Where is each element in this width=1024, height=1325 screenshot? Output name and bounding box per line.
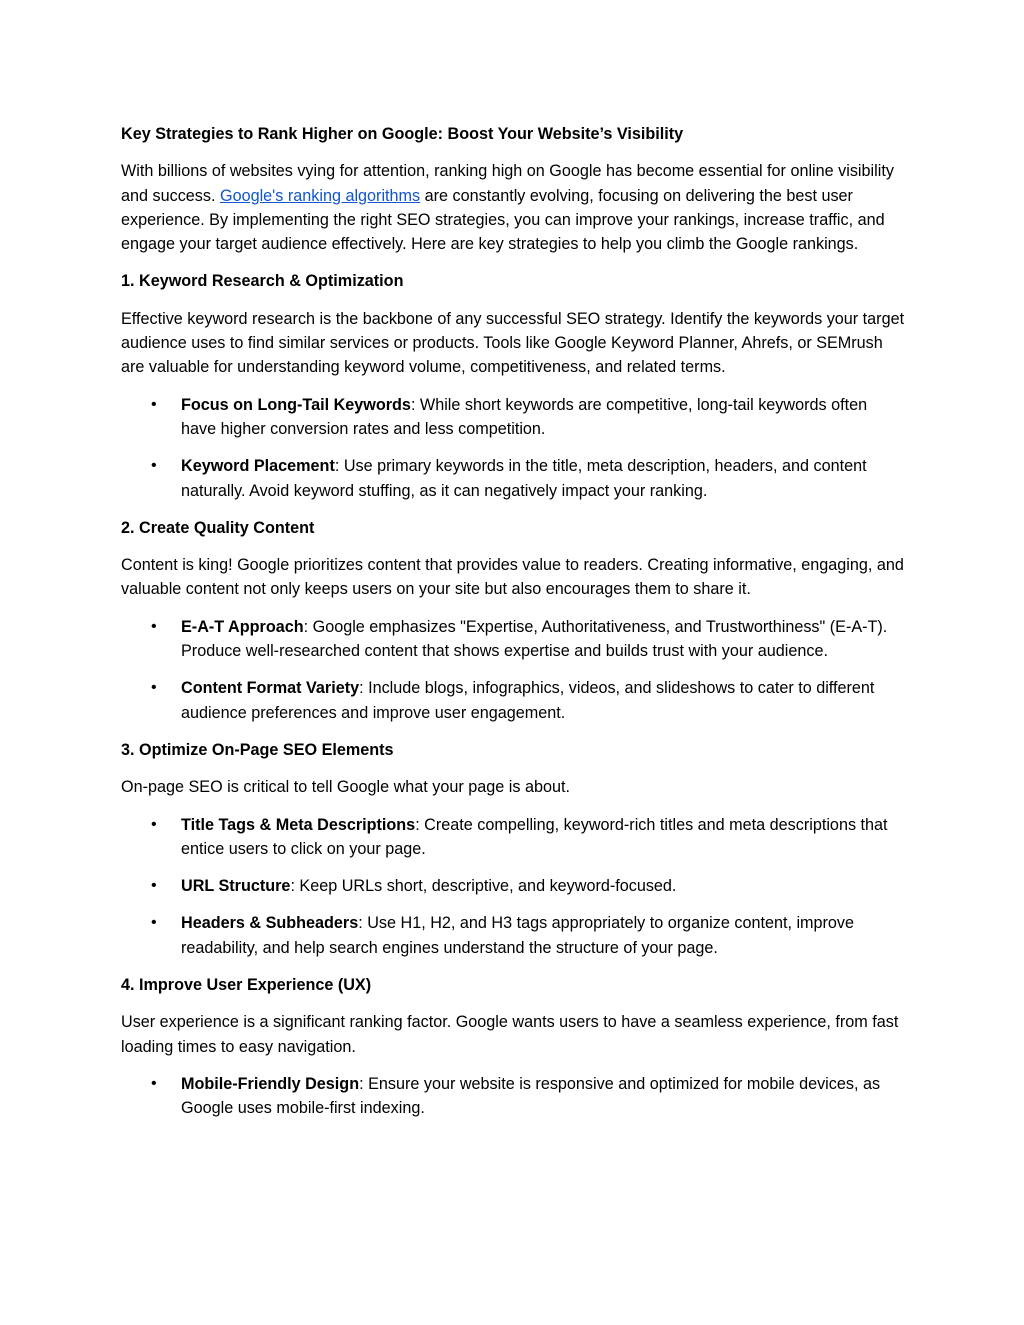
- bullet-term: Keyword Placement: [181, 457, 335, 476]
- bullet-text: : Google emphasizes "Expertise, Authoritativeness, and Trustworthiness" (E-A-T). Produce well-researched content that shows expertise and builds trust with your audience.: [181, 617, 888, 661]
- intro-paragraph: [121, 159, 906, 256]
- section-heading: 3. Optimize On-Page SEO Elements: [121, 740, 394, 759]
- list-item: [121, 874, 906, 898]
- bullet-term: Headers & Subheaders: [181, 914, 359, 933]
- bullet-text: : While short keywords are competitive, long-tail keywords often have higher conversion rates and less competition.: [181, 395, 868, 438]
- bullet-list: [121, 1072, 906, 1121]
- bullet-text: : Use H1, H2, and H3 tags appropriately to organize content, improve readability, and help search engines understand the structure of your page.: [181, 914, 855, 957]
- bullet-term: Focus on Long-Tail Keywords: [181, 395, 411, 414]
- bullet-text: : Include blogs, infographics, videos, and slideshows to cater to different audience preferences and improve user engagement.: [181, 679, 875, 722]
- section-body: Content is king! Google prioritizes content that provides value to readers. Creating informative, engaging, and valuable content not only keeps users on your site but also encourages them to share it.: [121, 556, 904, 599]
- bullet-list: [121, 615, 906, 725]
- list-item: [121, 454, 906, 503]
- section-body: On-page SEO is critical to tell Google what your page is about.: [121, 778, 570, 797]
- section-heading: 1. Keyword Research & Optimization: [121, 272, 404, 291]
- bullet-icon: •: [151, 914, 157, 932]
- bullet-icon: •: [151, 877, 157, 895]
- section-body: Effective keyword research is the backbone of any successful SEO strategy. Identify the keywords your target audience uses to find similar services or products. Tools like Google Keyword Planner, Ahrefs, or SEMrush are valuable for understanding keyword volume, competitiveness, and related terms.: [121, 309, 905, 377]
- bullet-term: Title Tags & Meta Descriptions: [181, 815, 416, 834]
- intro-text-before-link: With billions of websites vying for attention, ranking high on Google has become essential for online visibility and success.: [121, 162, 894, 205]
- bullet-term: Mobile-Friendly Design: [181, 1074, 360, 1093]
- bullet-text: : Ensure your website is responsive and optimized for mobile devices, as Google uses mobile-first indexing.: [181, 1074, 881, 1118]
- bullet-term: Content Format Variety: [181, 679, 360, 698]
- list-item: [121, 393, 906, 442]
- list-item: [121, 615, 906, 664]
- list-item: [121, 911, 906, 960]
- bullet-text: : Create compelling, keyword-rich titles and meta descriptions that entice users to click on your page.: [181, 815, 888, 858]
- list-item: [121, 1072, 906, 1121]
- document-title: Key Strategies to Rank Higher on Google: Boost Your Website’s Visibility: [121, 125, 684, 143]
- section-heading: 4. Improve User Experience (UX): [121, 976, 372, 995]
- ranking-algorithms-link[interactable]: Google's ranking algorithms: [219, 186, 421, 205]
- bullet-icon: •: [151, 815, 157, 833]
- bullet-text: : Use primary keywords in the title, meta description, headers, and content naturally. Avoid keyword stuffing, as it can negatively impact your ranking.: [181, 457, 867, 500]
- bullet-icon: •: [151, 395, 157, 413]
- list-item: [121, 676, 906, 725]
- bullet-icon: •: [151, 617, 157, 635]
- bullet-icon: •: [151, 1074, 157, 1092]
- section-body: User experience is a significant ranking factor. Google wants users to have a seamless experience, from fast loading times to easy navigation.: [121, 1013, 899, 1056]
- document-page: [121, 118, 906, 1121]
- bullet-list: [121, 393, 906, 503]
- bullet-term: URL Structure: [181, 877, 291, 896]
- section-heading: 2. Create Quality Content: [121, 518, 315, 537]
- bullet-list: [121, 813, 906, 960]
- intro-text-after-link: are constantly evolving, focusing on delivering the best user experience. By implementing the right SEO strategies, you can improve your rankings, increase traffic, and engage your target audience effectively. Here are key strategies to help you climb the Google rankings.: [121, 186, 885, 254]
- list-item: [121, 813, 906, 862]
- bullet-icon: •: [151, 679, 157, 697]
- bullet-text: : Keep URLs short, descriptive, and keyword-focused.: [290, 877, 677, 896]
- bullet-term: E-A-T Approach: [181, 617, 304, 636]
- bullet-icon: •: [151, 457, 157, 475]
